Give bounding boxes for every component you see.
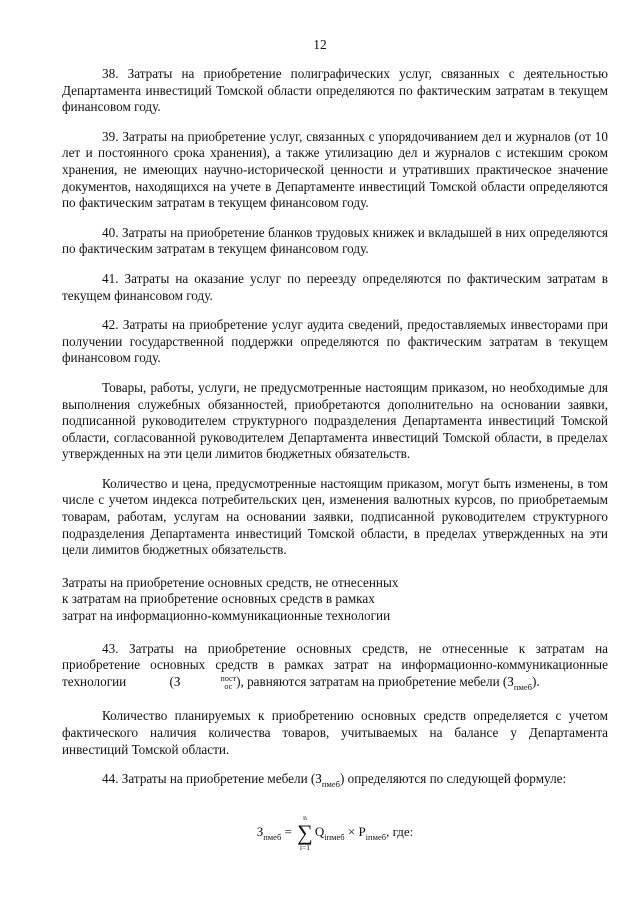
section-heading bbox=[62, 575, 608, 625]
formula-p: P bbox=[358, 823, 366, 839]
summation bbox=[297, 813, 313, 853]
section-heading-line-2: к затратам на приобретение основных средств в рамках bbox=[62, 591, 375, 607]
paragraph-43-text-after: , равняются затратам на приобретение мебели (З bbox=[240, 673, 514, 689]
formula-tail: , где: bbox=[386, 823, 414, 839]
section-heading-line-1: Затраты на приобретение основных средств, не отнесенных bbox=[62, 574, 399, 590]
symbol-main: З bbox=[173, 673, 181, 689]
page-number: 12 bbox=[313, 37, 327, 52]
paragraph-quantity: Количество планируемых к приобретению основных средств определяется с учетом фактического наличия количества товаров, учитываемых на балансе у Департамента инвестиций Томской области. bbox=[62, 708, 608, 757]
formula-equals: = bbox=[284, 823, 292, 839]
formula-p-sub: iпмеб bbox=[365, 831, 387, 842]
sum-lower-limit: i=1 bbox=[299, 842, 310, 852]
paragraph-43-end: ). bbox=[531, 673, 540, 689]
symbol-sub: ос bbox=[224, 681, 233, 691]
document-body bbox=[62, 66, 608, 853]
paragraph-43-text: 43. Затраты на приобретение основных средств, не отнесенные к затратам на приобретение основных средств в рамках затрат на информационно-коммуникационные технологии bbox=[62, 640, 608, 689]
sum-upper-limit: n bbox=[303, 812, 307, 822]
sigma-symbol: ∑ bbox=[297, 819, 313, 845]
section-heading-line-3: затрат на информационно-коммуникационные технологии bbox=[62, 608, 391, 624]
formula-q: Q bbox=[314, 823, 325, 839]
fixed-assets-symbol: (З пост ос ) bbox=[169, 673, 241, 691]
paragraph-44 bbox=[62, 771, 608, 793]
paragraph-44-text: 44. Затраты на приобретение мебели (З bbox=[102, 771, 322, 787]
paragraph-quantity-price-change: Количество и цена, предусмотренные настоящим приказом, могут быть изменены, в том числе с учетом индекса потребительских цен, изменения валютных курсов, по приобретаемым товарам, работам, услугам на основании заявки, подписанной руководителем структурного подразделения Департамента инвестиций Томской области, в пределах утвержденных на эти цели лимитов бюджетных обязательств. bbox=[62, 475, 608, 558]
paragraph-44-sub: пмеб bbox=[321, 779, 340, 790]
formula-lhs: З bbox=[256, 823, 264, 839]
paragraph-40: 40. Затраты на приобретение бланков трудовых книжек и вкладышей в них определяются по фактическим затратам в текущем финансовом году. bbox=[62, 224, 608, 257]
paragraph-39: 39. Затраты на приобретение услуг, связанных с упорядочиванием дел и журналов (от 10 лет и постоянного срока хранения), а также утилизацию дел и журналов с истекшим сроком хранения, не имеющих научно-исторической ценности и утративших практическое значение документов, находящихся на учете в Департаменте инвестиций Томской области определяются по фактическим затратам в текущем финансовом году. bbox=[62, 128, 608, 211]
mebel-sub: пмеб bbox=[513, 681, 532, 692]
formula-q-sub: iпмеб bbox=[324, 831, 345, 842]
furniture-cost-formula bbox=[62, 813, 608, 853]
formula-times: × bbox=[347, 823, 356, 839]
paragraph-43 bbox=[62, 641, 608, 696]
paragraph-42: 42. Затраты на приобретение услуг аудита сведений, предоставляемых инвесторами при получении государственной поддержки определяются по фактическим затратам в текущем финансовом году. bbox=[62, 317, 608, 366]
paragraph-44-end: ) определяются по следующей формуле: bbox=[339, 771, 567, 787]
paragraph-38: 38. Затраты на приобретение полиграфических услуг, связанных с деятельностью Департамента инвестиций Томской области определяются по фактическим затратам в текущем финансовом году. bbox=[62, 66, 608, 115]
paragraph-41: 41. Затраты на оказание услуг по переезду определяются по фактическим затратам в текущем финансовом году. bbox=[62, 270, 608, 303]
formula-lhs-sub: пмеб bbox=[263, 831, 282, 842]
symbol-scripts bbox=[181, 675, 237, 691]
paragraph-goods-not-covered: Товары, работы, услуги, не предусмотренные настоящим приказом, но необходимые для выполнения служебных обязанностей, приобретаются дополнительно на основании заявки, подписанной руководителем структурного подразделения Департамента инвестиций Томской области, согласованной руководителем Департамента инвестиций Томской области, в пределах утвержденных на эти цели лимитов бюджетных обязательств. bbox=[62, 379, 608, 462]
symbol-sup: пост bbox=[220, 673, 237, 683]
